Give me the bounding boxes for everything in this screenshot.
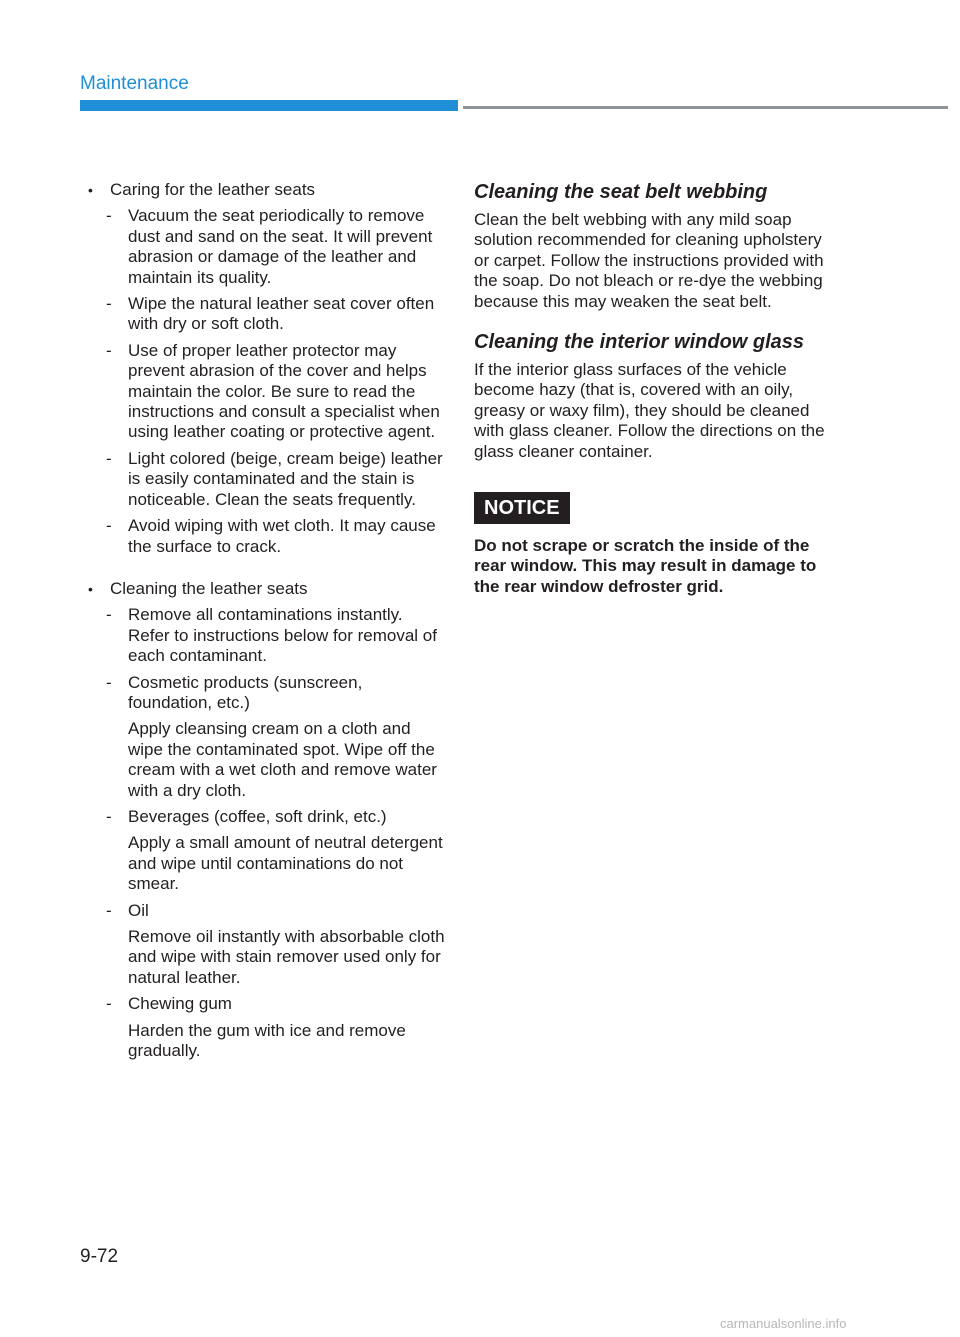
- sub-item-text: Wipe the natural leather seat cover often with dry or soft cloth.: [128, 294, 435, 334]
- sub-item-body: Remove oil instantly with absorbable cloth and wipe with stain remover used only for natural leather.: [128, 927, 445, 987]
- dash-icon: -: [106, 294, 112, 314]
- dash-icon: -: [106, 340, 112, 360]
- sub-item: [88, 294, 448, 335]
- page-section-title: Maintenance: [80, 73, 189, 94]
- sub-item-text: Vacuum the seat periodically to remove dust and sand on the seat. It will prevent abrasion or damage of the leather and maintain its quality.: [128, 206, 433, 287]
- header-rule: [463, 106, 948, 109]
- sub-item-text: Light colored (beige, cream beige) leather is easily contaminated and the stain is noticeable. Clean the seats frequently.: [128, 448, 443, 509]
- list-item: [88, 180, 448, 557]
- watermark: carmanualsonline.info: [720, 1316, 847, 1331]
- sub-item: [88, 673, 448, 714]
- header-accent-bar: [80, 100, 458, 111]
- sub-item-title: Beverages (coffee, soft drink, etc.): [128, 806, 387, 826]
- notice-text: Do not scrape or scratch the inside of the rear window. This may result in damage to the rear window defroster grid.: [474, 536, 817, 596]
- left-column: [88, 180, 448, 1083]
- sub-item-text: Avoid wiping with wet cloth. It may cause the surface to crack.: [128, 516, 436, 556]
- sub-item: [88, 807, 448, 827]
- dash-icon: -: [106, 994, 112, 1014]
- sub-item-body: Apply a small amount of neutral detergent and wipe until contaminations do not smear.: [128, 833, 443, 894]
- notice-badge: NOTICE: [474, 492, 570, 524]
- dash-icon: -: [106, 806, 112, 826]
- sub-item-text: Remove all contaminations instantly. Refer to instructions below for removal of each contaminant.: [128, 605, 437, 666]
- section-body: If the interior glass surfaces of the vehicle become hazy (that is, covered with an oily, greasy or waxy film), they should be cleaned with glass cleaner. Follow the directions on the glass cleaner container.: [474, 360, 825, 461]
- sub-item: [88, 449, 448, 510]
- right-column: [474, 180, 834, 597]
- bullet-icon: •: [88, 182, 93, 198]
- dash-icon: -: [106, 605, 112, 625]
- sub-item-title: Cosmetic products (sunscreen, foundation, etc.): [128, 672, 363, 712]
- sub-item: [88, 901, 448, 921]
- sub-item: [88, 341, 448, 443]
- dash-icon: -: [106, 516, 112, 536]
- section-body: Clean the belt webbing with any mild soap solution recommended for cleaning upholstery or carpet. Follow the instructions provided with the soap. Do not bleach or re-dye the webbing because this may weaken the seat belt.: [474, 210, 824, 311]
- sub-item-title: Chewing gum: [128, 994, 232, 1014]
- section-heading: Cleaning the seat belt webbing: [474, 181, 768, 203]
- section-heading: Cleaning the interior window glass: [474, 331, 805, 354]
- sub-item: [88, 516, 448, 557]
- dash-icon: -: [106, 448, 112, 468]
- page-number: 9-72: [80, 1246, 119, 1267]
- dash-icon: -: [106, 900, 112, 920]
- sub-item: [88, 994, 448, 1014]
- sub-item-body: Harden the gum with ice and remove gradually.: [128, 1020, 406, 1061]
- sub-item: [88, 206, 448, 288]
- bullet-label: Caring for the leather seats: [110, 180, 316, 199]
- sub-item-title: Oil: [128, 900, 149, 920]
- dash-icon: -: [106, 206, 112, 226]
- sub-item-body: Apply cleansing cream on a cloth and wipe the contaminated spot. Wipe off the cream with a wet cloth and remove water with a dry cloth.: [128, 719, 437, 800]
- dash-icon: -: [106, 672, 112, 692]
- sub-item: [88, 605, 448, 666]
- bullet-label: Cleaning the leather seats: [110, 578, 308, 598]
- list-item: [88, 579, 448, 1062]
- sub-item-text: Use of proper leather protector may prevent abrasion of the cover and helps maintain the color. Be sure to read the instructions and consult a specialist when using leather coating or protective agent.: [128, 340, 440, 442]
- bullet-icon: •: [88, 580, 93, 597]
